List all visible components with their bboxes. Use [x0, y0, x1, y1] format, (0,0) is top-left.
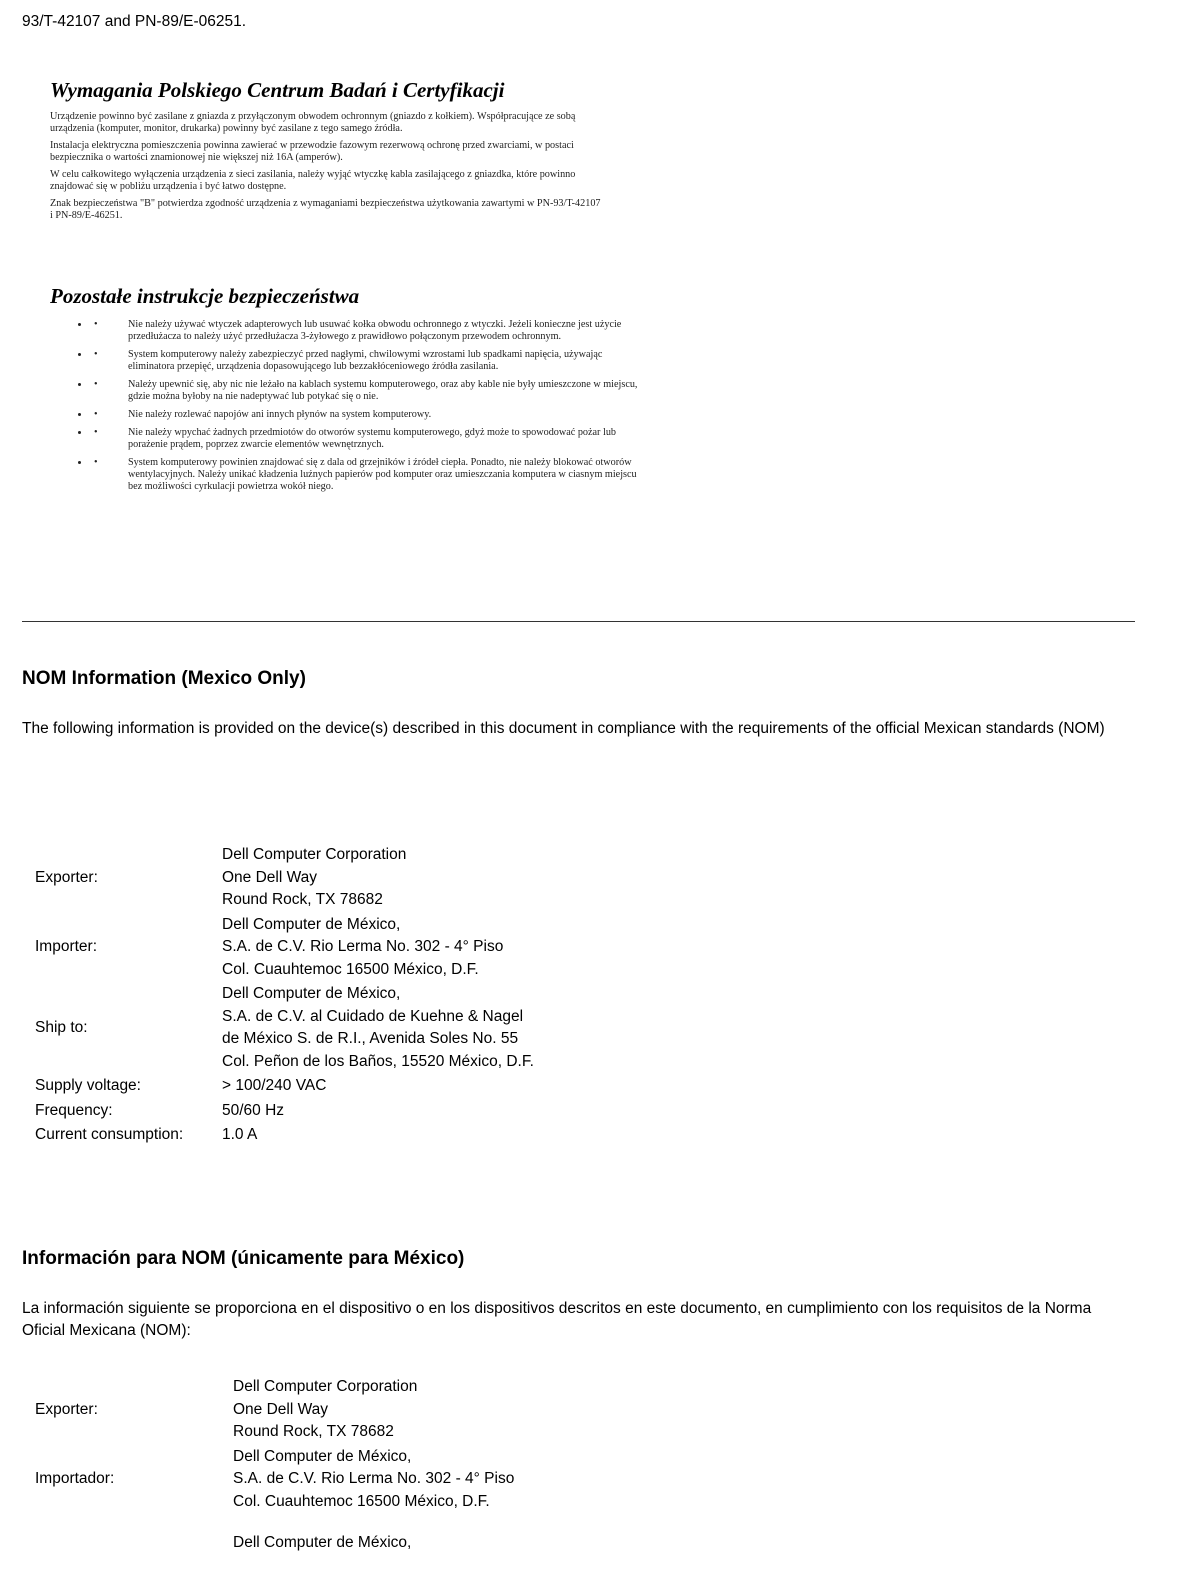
list-item [90, 427, 645, 451]
bullet-icon: • • [94, 409, 98, 421]
section-divider [22, 621, 1135, 622]
list-item-text: Nie należy rozlewać napojów ani innych płynów na system komputerowy. [128, 409, 432, 421]
list-item-text: System komputerowy należy zabezpieczyć przed nagłymi, chwilowymi wzrostami lub spadkami napięcia, używając eliminatora przepięć, urządzenia dopasowującego lub bezzakłóceniowego źródła zasilania. [128, 349, 603, 373]
value-line: Round Rock, TX 78682 [222, 891, 383, 908]
row-value [222, 844, 534, 914]
value-line: One Dell Way [222, 868, 318, 886]
row-value [222, 1075, 534, 1100]
row-label: Supply voltage: [35, 1077, 141, 1094]
value-line: de México S. de R.I., Avenida Soles No. 55 [222, 1030, 519, 1047]
polish-heading-1: Wymagania Polskiego Centrum Badań i Certyfikacji [50, 78, 505, 102]
polish-section [50, 78, 605, 227]
row-label: Importador: [35, 1470, 115, 1487]
row-label: Current consumption: [35, 1126, 184, 1143]
polish-paragraphs [50, 111, 605, 222]
bullet-icon: • • [94, 319, 98, 331]
table-row [35, 1075, 534, 1100]
table-row [35, 1124, 534, 1149]
bullet-icon: • • [94, 379, 98, 391]
value-line: Col. Cuauhtemoc 16500 México, D.F. [222, 960, 479, 978]
list-item-text: System komputerowy powinien znajdować się z dala od grzejników i źródeł ciepła. Ponadto, nie należy blokować otworów wentylacyjnych. Należy unikać kładzenia luźnych papierów pod komputer oraz umieszczania komputera w ciasnym miejscu bez możliwości cyrkulacji powietrza wokół niego. [128, 457, 637, 493]
value-line: Col. Peñon de los Baños, 15520 México, D.F. [222, 1052, 534, 1070]
table-row [35, 914, 534, 984]
value-line: 50/60 Hz [222, 1101, 285, 1119]
table-row [35, 983, 534, 1075]
paragraph: Urządzenie powinno być zasilane z gniazda z przyłączonym obwodem ochronnym (gniazdo z kołkiem). Współpracujące ze sobą urządzenia (komputer, monitor, drukarka) powinny być zasilane z tego samego źródła. [50, 111, 576, 134]
list-item [90, 409, 645, 421]
list-item-text: Nie należy używać wtyczek adapterowych lub usuwać kołka obwodu ochronnego z wtyczki. Jeżeli konieczne jest użycie przedłużacza to należy użyć przedłużacza 3-żyłowego z prawidłowo połączonym przewodem ochronnym. [128, 319, 622, 343]
row-value [222, 983, 534, 1075]
bullet-list [50, 319, 645, 493]
bullet-icon: • • [94, 349, 98, 361]
row-label: Exporter: [35, 868, 98, 886]
row-value [233, 1446, 514, 1516]
list-item [90, 319, 645, 343]
row-value [222, 1100, 534, 1125]
value-line: Round Rock, TX 78682 [233, 1423, 394, 1440]
nom-es-table [35, 1376, 514, 1515]
list-item [90, 379, 645, 403]
value-line: S.A. de C.V. Rio Lerma No. 302 - 4° Piso [233, 1470, 515, 1487]
polish-heading-2: Pozostałe instrukcje bezpieczeństwa [50, 284, 360, 308]
value-line: > 100/240 VAC [222, 1077, 327, 1094]
row-label: Exporter: [35, 1400, 98, 1418]
list-item [90, 457, 645, 493]
value-line: One Dell Way [233, 1400, 329, 1418]
value-line: Dell Computer de México, [222, 985, 401, 1002]
value-line: S.A. de C.V. Rio Lerma No. 302 - 4° Piso [222, 938, 504, 955]
list-item-text: Nie należy wpychać żadnych przedmiotów do otworów systemu komputerowego, gdyż może to spowodować pożar lub porażenie prądem, poprzez zwarcie elementów wewnętrznych. [128, 427, 617, 451]
nom-en-table [35, 844, 534, 1149]
nom-es-heading: Información para NOM (únicamente para México) [22, 1248, 465, 1269]
paragraph: Znak bezpieczeństwa "B" potwierdza zgodność urządzenia z wymaganiami bezpieczeństwa użytkowania zawartymi w PN-93/T-42107 i PN-89/E-46251. [50, 198, 601, 221]
list-item [90, 349, 645, 373]
bullet-icon: • • [94, 457, 98, 469]
value-line: Dell Computer de México, [233, 1447, 412, 1465]
table-row [35, 1446, 514, 1516]
value-line: Dell Computer Corporation [233, 1378, 418, 1395]
row-label: Frequency: [35, 1101, 113, 1119]
nom-en-intro: The following information is provided on the device(s) described in this document in compliance with the requirements of the official Mexican standards (NOM) [22, 720, 1105, 737]
value-line: Dell Computer de México, [222, 915, 401, 933]
nom-en-heading: NOM Information (Mexico Only) [22, 668, 306, 689]
value-line: Col. Cuauhtemoc 16500 México, D.F. [233, 1492, 490, 1510]
bullet-icon: • • [94, 427, 98, 439]
partial-address-line: Dell Computer de México, [233, 1534, 412, 1551]
row-value [233, 1376, 514, 1446]
row-label: Ship to: [35, 1018, 88, 1036]
paragraph: W celu całkowitego wyłączenia urządzenia z sieci zasilania, należy wyjąć wtyczkę kabla zasilającego z gniazdka, które powinno znajdować się w pobliżu urządzenia i być łatwo dostępne. [50, 169, 576, 192]
table-row [35, 844, 534, 914]
nom-es-intro: La información siguiente se proporciona en el dispositivo o en los dispositivos descritos en este documento, en cumplimiento con los requisitos de la Norma Oficial Mexicana (NOM): [22, 1300, 1092, 1339]
row-label: Importer: [35, 938, 98, 955]
row-value [222, 1124, 534, 1149]
row-value [222, 914, 534, 984]
value-line: Dell Computer Corporation [222, 846, 407, 863]
table-row [35, 1376, 514, 1446]
polish-safety-section [50, 284, 645, 503]
value-line: S.A. de C.V. al Cuidado de Kuehne & Nagel [222, 1007, 524, 1025]
value-line: 1.0 A [222, 1126, 258, 1143]
list-item-text: Należy upewnić się, aby nic nie leżało na kablach systemu komputerowego, oraz aby kable nie były umieszczone w miejscu, gdzie można byłoby na nie nadeptywać lub potykać się o nie. [128, 379, 638, 403]
table-row [35, 1100, 534, 1125]
paragraph: Instalacja elektryczna pomieszczenia powinna zawierać w przewodzie fazowym rezerwową ochronę przed zwarciami, w postaci bezpiecznika o wartości znamionowej nie większej niż 16A (amperów). [50, 140, 574, 163]
top-line: 93/T-42107 and PN-89/E-06251. [22, 13, 247, 30]
